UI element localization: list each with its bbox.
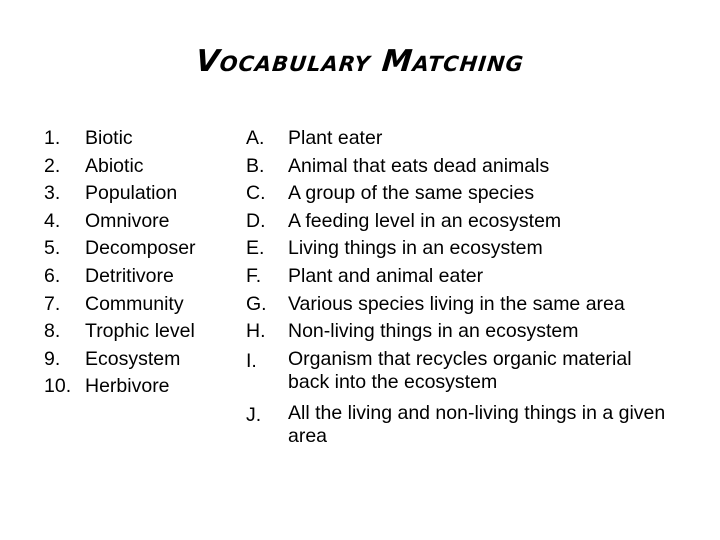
definition-letter: C. (246, 182, 266, 205)
term-number: 4. (44, 209, 61, 232)
definition-letter: J. (246, 403, 262, 426)
definitions-list (246, 125, 676, 448)
term-text: Population (85, 182, 178, 205)
page-title: Vocabulary Matching (193, 44, 527, 79)
definition-item (246, 180, 676, 208)
definition-letter: G. (246, 292, 267, 315)
definition-text: Various species living in the same area (288, 292, 625, 315)
term-item (44, 153, 234, 181)
term-number: 6. (44, 264, 61, 287)
definition-item (246, 235, 676, 263)
term-text: Abiotic (85, 154, 144, 177)
definition-text: Plant eater (288, 127, 383, 149)
definition-text: Living things in an ecosystem (288, 237, 543, 260)
term-item (44, 235, 234, 263)
term-text: Detritivore (85, 264, 174, 287)
term-text: Omnivore (85, 209, 170, 232)
definition-letter: A. (246, 127, 265, 149)
term-number: 5. (44, 237, 61, 260)
term-item (44, 373, 234, 401)
definition-item (246, 263, 676, 291)
definition-item (246, 153, 676, 181)
term-number: 7. (44, 292, 61, 315)
term-item (44, 263, 234, 291)
term-number: 8. (44, 320, 61, 343)
term-item (44, 318, 234, 346)
definition-text: Animal that eats dead animals (288, 154, 550, 177)
terms-list (44, 125, 234, 401)
definition-text: A group of the same species (288, 182, 535, 205)
definition-letter: H. (246, 320, 266, 343)
term-item (44, 125, 234, 153)
definition-text: Plant and animal eater (288, 264, 484, 287)
definition-letter: D. (246, 209, 266, 232)
definition-text: Non-living things in an ecosystem (288, 320, 579, 343)
term-item (44, 208, 234, 236)
definition-item (246, 402, 676, 448)
definition-text: All the living and non-living things in a given area (288, 401, 666, 447)
term-item (44, 291, 234, 319)
definition-item (246, 291, 676, 319)
definition-item (246, 318, 676, 346)
definition-item (246, 125, 676, 153)
term-text: Ecosystem (85, 347, 181, 370)
term-item (44, 180, 234, 208)
term-text: Community (85, 292, 184, 315)
term-text: Biotic (85, 127, 133, 149)
term-text: Decomposer (85, 237, 196, 260)
definition-text: A feeding level in an ecosystem (288, 209, 562, 232)
term-text: Trophic level (85, 320, 195, 343)
term-number: 2. (44, 154, 61, 177)
definition-text: Organism that recycles organic material back into the ecosystem (288, 347, 632, 393)
term-number: 3. (44, 182, 61, 205)
definition-item (246, 348, 676, 394)
term-number: 10. (44, 375, 72, 398)
definition-letter: E. (246, 237, 265, 260)
definition-item (246, 208, 676, 236)
definition-letter: B. (246, 154, 265, 177)
definition-letter: I. (246, 349, 257, 372)
term-number: 1. (44, 127, 61, 149)
definition-letter: F. (246, 264, 262, 287)
term-item (44, 346, 234, 374)
term-text: Herbivore (85, 375, 170, 398)
term-number: 9. (44, 347, 61, 370)
